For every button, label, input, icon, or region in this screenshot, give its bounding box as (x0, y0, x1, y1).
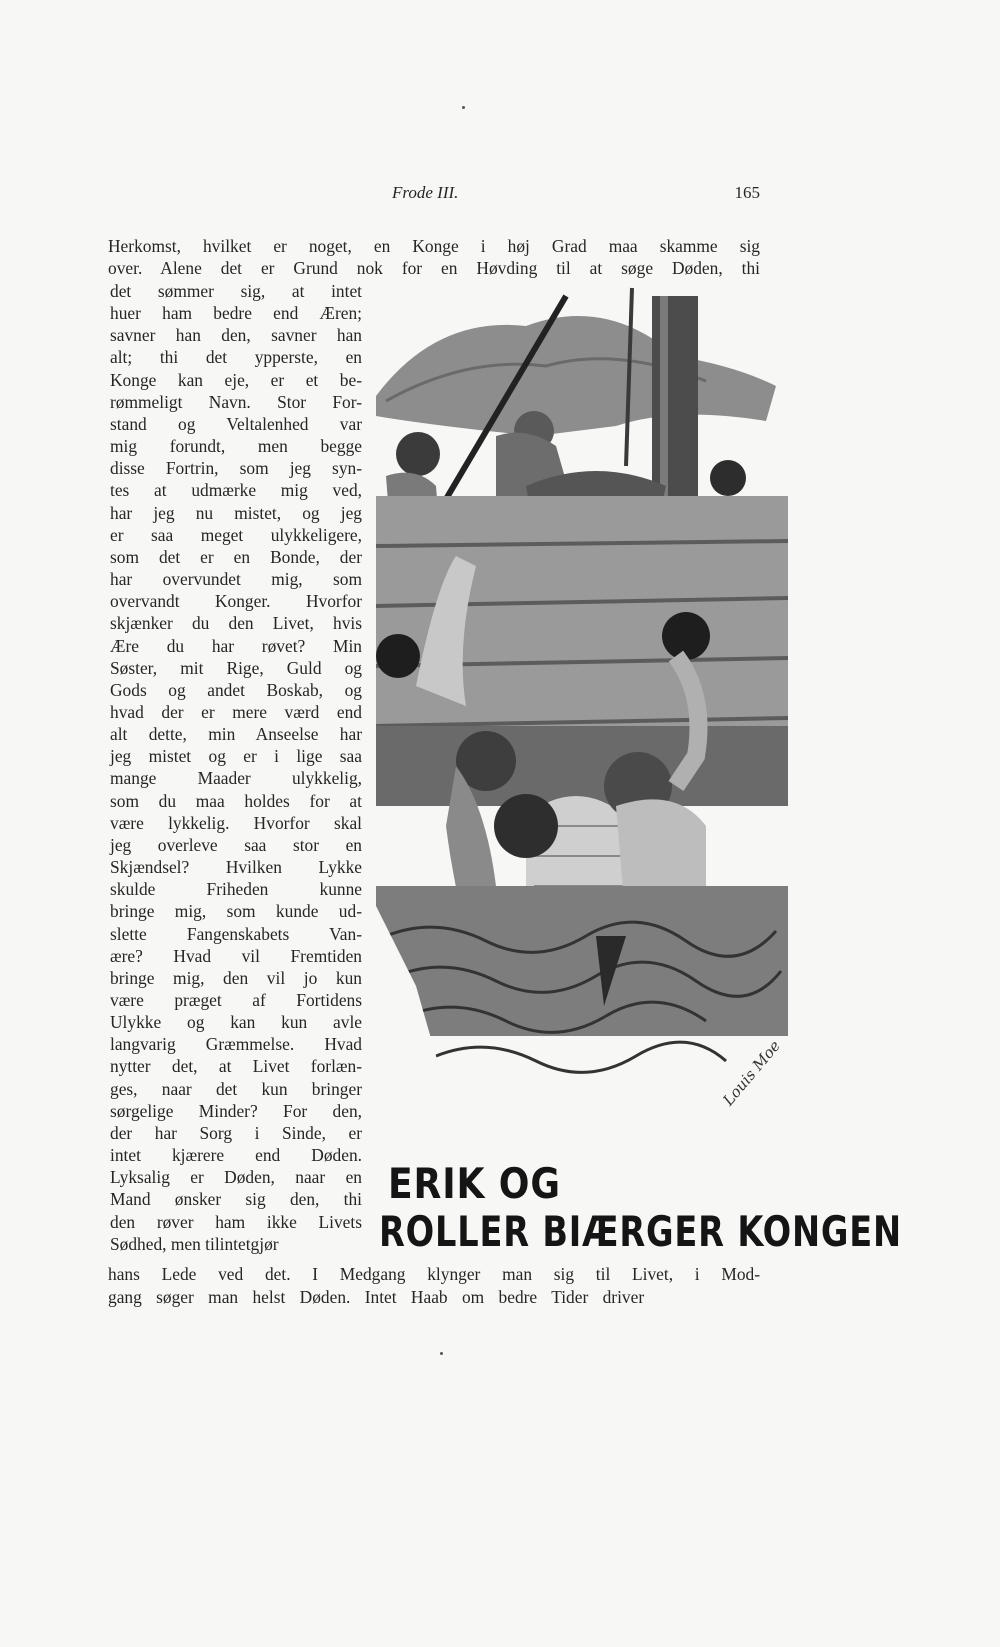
mast (652, 296, 698, 496)
column-line: bringe mig, som kunde ud- (110, 901, 362, 922)
running-head (108, 183, 760, 207)
text-line-top-1: Herkomst, hvilket er noget, en Konge i høj Grad maa skamme sig (108, 236, 760, 256)
column-line: Ulykke og kan kun avle (110, 1012, 362, 1033)
column-line: Lyksalig er Døden, naar en (110, 1167, 362, 1188)
column-line: skjænker du den Livet, hvis (110, 613, 362, 634)
column-line: ges, naar det kun bringer (110, 1078, 362, 1099)
column-line: langvarig Græmmelse. Hvad (110, 1034, 362, 1055)
page-number: 165 (734, 183, 760, 202)
oar-hole (376, 634, 420, 678)
text-line-top-2: over. Alene det er Grund nok for en Høvding til at søge Døden, thi (108, 258, 760, 278)
column-line: mig forundt, men begge (110, 436, 362, 457)
column-line: som det er en Bonde, der (110, 546, 362, 567)
figure-head (396, 432, 440, 476)
column-line: mange Maader ulykkelig, (110, 768, 362, 789)
column-line: overvandt Konger. Hvorfor (110, 591, 362, 612)
column-line: nytter det, at Livet forlæn- (110, 1056, 362, 1077)
running-title: Frode III. (392, 183, 459, 202)
column-line: har overvundet mig, som (110, 569, 362, 590)
column-line: det sømmer sig, at intet (110, 281, 362, 301)
column-line: den røver ham ikke Livets (110, 1211, 362, 1232)
text-line-bottom-1: hans Lede ved det. I Medgang klynger man sig til Livet, i Mod- (108, 1264, 760, 1284)
column-line: Skjændsel? Hvilken Lykke (110, 857, 362, 878)
column-line: stand og Veltalenhed var (110, 413, 362, 434)
column-line: slette Fangenskabets Van- (110, 923, 362, 944)
paper-speck (462, 106, 465, 109)
column-line: har jeg nu mistet, og jeg (110, 502, 362, 523)
column-line: Gods og andet Boskab, og (110, 679, 362, 700)
illustration-rescue-scene (376, 286, 788, 1124)
column-line: være præget af Fortidens (110, 990, 362, 1010)
column-line: alt dette, min Anseelse har (110, 724, 362, 745)
column-line: være lykkelig. Hvorfor skal (110, 812, 362, 833)
column-line: alt; thi det ypperste, en (110, 347, 362, 368)
column-line: huer ham bedre end Æren; (110, 303, 362, 324)
column-line: der har Sorg i Sinde, er (110, 1122, 362, 1143)
text-line-bottom-2: gang søger man helst Døden. Intet Haab om bedre Tider driver (108, 1287, 645, 1307)
column-line: savner han den, savner han (110, 325, 362, 346)
water (376, 886, 788, 1036)
paper-speck (440, 1352, 443, 1355)
column-line: rømmeligt Navn. Stor For- (110, 391, 362, 412)
column-line: hvad der er mere værd end (110, 701, 362, 722)
column-line: jeg overleve saa stor en (110, 834, 362, 855)
column-line: som du maa holdes for at (110, 790, 362, 811)
illustration-caption-line-2: ROLLER BIÆRGER KONGEN (379, 1207, 902, 1256)
column-line: er saa meget ulykkeligere, (110, 524, 362, 545)
column-line: Konge kan eje, er et be- (110, 369, 362, 390)
artist-signature: Louis Moe (719, 1036, 784, 1110)
column-line: bringe mig, den vil jo kun (110, 967, 362, 988)
column-line: disse Fortrin, som jeg syn- (110, 458, 362, 479)
column-line: intet kjærere end Døden. (110, 1145, 362, 1166)
column-line: ære? Hvad vil Fremtiden (110, 945, 362, 966)
sail-shape (376, 316, 776, 436)
column-line: tes at udmærke mig ved, (110, 480, 362, 501)
column-line: Mand ønsker sig den, thi (110, 1189, 362, 1210)
figure-head (710, 460, 746, 496)
oar-hole (662, 612, 710, 660)
column-line: Søster, mit Rige, Guld og (110, 657, 362, 678)
column-line: jeg mistet og er i lige saa (110, 746, 362, 767)
illustration-caption-line-1: ERIK OG (388, 1159, 561, 1208)
column-line: Sødhed, men tilintetgjør (110, 1233, 279, 1254)
column-line: skulde Friheden kunne (110, 879, 362, 900)
text-column (110, 280, 362, 1255)
illustration-drawing (376, 286, 788, 1124)
column-line: Ære du har røvet? Min (110, 635, 362, 656)
column-line: sørgelige Minder? For den, (110, 1100, 362, 1121)
